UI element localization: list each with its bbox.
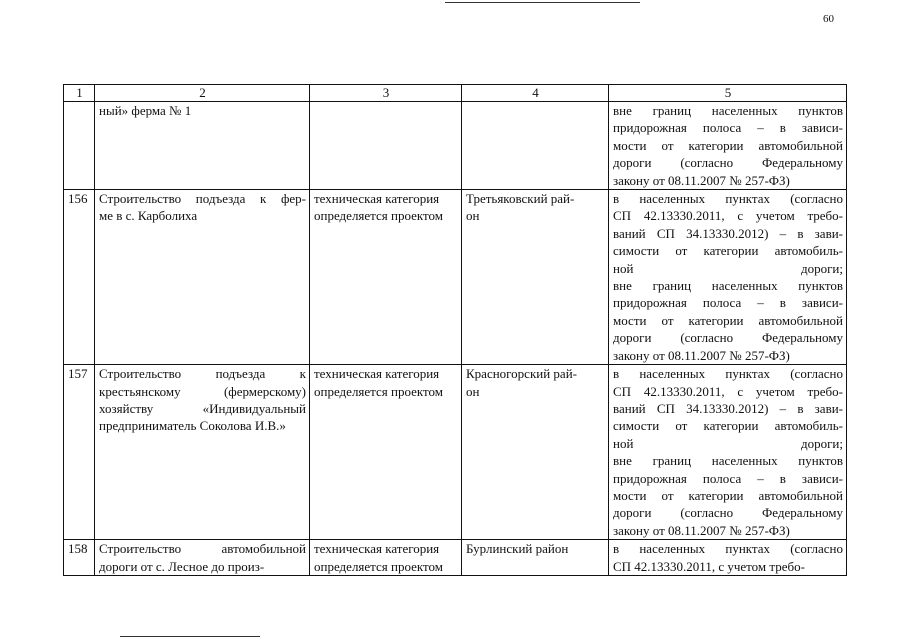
district-cell — [462, 540, 609, 576]
district-cell — [462, 190, 609, 365]
zone-line: симости от категории автомобиль- — [613, 243, 843, 259]
header-row — [64, 85, 847, 102]
header-cell-3: 3 — [310, 85, 462, 102]
zone-line: дороги (согласно Федеральному — [613, 155, 843, 171]
object-name-cell — [95, 365, 310, 540]
zone-line: дороги (согласно Федеральному — [613, 505, 843, 521]
zone-line: мости от категории автомобильной — [613, 137, 843, 153]
zone-line: закону от 08.11.2007 № 257-ФЗ) — [613, 172, 790, 188]
category-line: определяется проектом — [314, 383, 444, 399]
object-name-cell — [95, 102, 310, 190]
row-number-cell — [64, 102, 95, 190]
header-cell-2: 2 — [95, 85, 310, 102]
category-line: техническая категория — [314, 366, 440, 382]
category-line: техническая категория — [314, 541, 440, 557]
zone-line: мости от категории автомобильной — [613, 487, 843, 503]
object-name-line: ме в с. Карболиха — [99, 208, 198, 224]
roads-table — [63, 84, 847, 576]
row-number-cell: 156 — [64, 190, 95, 365]
district-cell — [462, 365, 609, 540]
header-cell-4: 4 — [462, 85, 609, 102]
zone-cell — [609, 365, 847, 540]
category-line: определяется проектом — [314, 558, 444, 574]
zone-line: придорожная полоса – в зависи- — [613, 295, 843, 311]
zone-line: вне границ населенных пунктов — [613, 278, 843, 294]
object-name-line: хозяйству «Индивидуальный — [99, 400, 306, 416]
category-cell — [310, 102, 462, 190]
district-line: Красногорский рай- — [466, 366, 577, 382]
zone-line: вне границ населенных пунктов — [613, 453, 843, 469]
zone-line: придорожная полоса – в зависи- — [613, 120, 843, 136]
object-name-line: предприниматель Соколова И.В.» — [99, 418, 286, 434]
category-line: определяется проектом — [314, 208, 444, 224]
page-number: 60 — [823, 13, 834, 25]
zone-cell — [609, 102, 847, 190]
table-row — [64, 365, 847, 540]
category-cell — [310, 540, 462, 576]
zone-line: ваний СП 34.13330.2012) – в зави- — [613, 225, 843, 241]
object-name-cell — [95, 540, 310, 576]
row-number-cell: 158 — [64, 540, 95, 576]
zone-line: ваний СП 34.13330.2012) – в зави- — [613, 400, 843, 416]
zone-line: ной дороги; — [613, 260, 843, 276]
zone-line: закону от 08.11.2007 № 257-ФЗ) — [613, 522, 790, 538]
zone-line: СП 42.13330.2011, с учетом требо- — [613, 208, 843, 224]
zone-line: СП 42.13330.2011, с учетом требо- — [613, 383, 843, 399]
table-row — [64, 102, 847, 190]
zone-line: закону от 08.11.2007 № 257-ФЗ) — [613, 347, 790, 363]
table-row — [64, 540, 847, 576]
object-name-line: Строительство подъезда к фер- — [99, 191, 306, 207]
scan-artifact-top-line — [445, 2, 640, 3]
object-name-line: Строительство автомобильной — [99, 541, 306, 557]
table-row — [64, 190, 847, 365]
category-cell — [310, 365, 462, 540]
zone-cell — [609, 540, 847, 576]
zone-line: в населенных пунктах (согласно — [613, 541, 843, 557]
zone-cell — [609, 190, 847, 365]
category-cell — [310, 190, 462, 365]
scan-artifact-bottom-line — [120, 636, 260, 637]
object-name-cell — [95, 190, 310, 365]
header-cell-1: 1 — [64, 85, 95, 102]
district-line: Третьяковский рай- — [466, 191, 575, 207]
zone-line: вне границ населенных пунктов — [613, 103, 843, 118]
zone-line: в населенных пунктах (согласно — [613, 191, 843, 207]
zone-line: СП 42.13330.2011, с учетом требо- — [613, 558, 805, 574]
zone-line: в населенных пунктах (согласно — [613, 366, 843, 382]
district-line: он — [466, 383, 480, 399]
zone-line: симости от категории автомобиль- — [613, 418, 843, 434]
district-line: Бурлинский район — [466, 541, 569, 557]
category-line: техническая категория — [314, 191, 440, 207]
zone-line: придорожная полоса – в зависи- — [613, 470, 843, 486]
district-cell — [462, 102, 609, 190]
object-name-line: ный» ферма № 1 — [99, 103, 192, 118]
zone-line: ной дороги; — [613, 435, 843, 451]
zone-line: мости от категории автомобильной — [613, 312, 843, 328]
zone-line: дороги (согласно Федеральному — [613, 330, 843, 346]
district-line: он — [466, 208, 480, 224]
object-name-line: Строительство подъезда к — [99, 366, 306, 382]
object-name-line: крестьянскому (фермерскому) — [99, 383, 306, 399]
object-name-line: дороги от с. Лесное до произ- — [99, 558, 265, 574]
row-number-cell: 157 — [64, 365, 95, 540]
header-cell-5: 5 — [609, 85, 847, 102]
